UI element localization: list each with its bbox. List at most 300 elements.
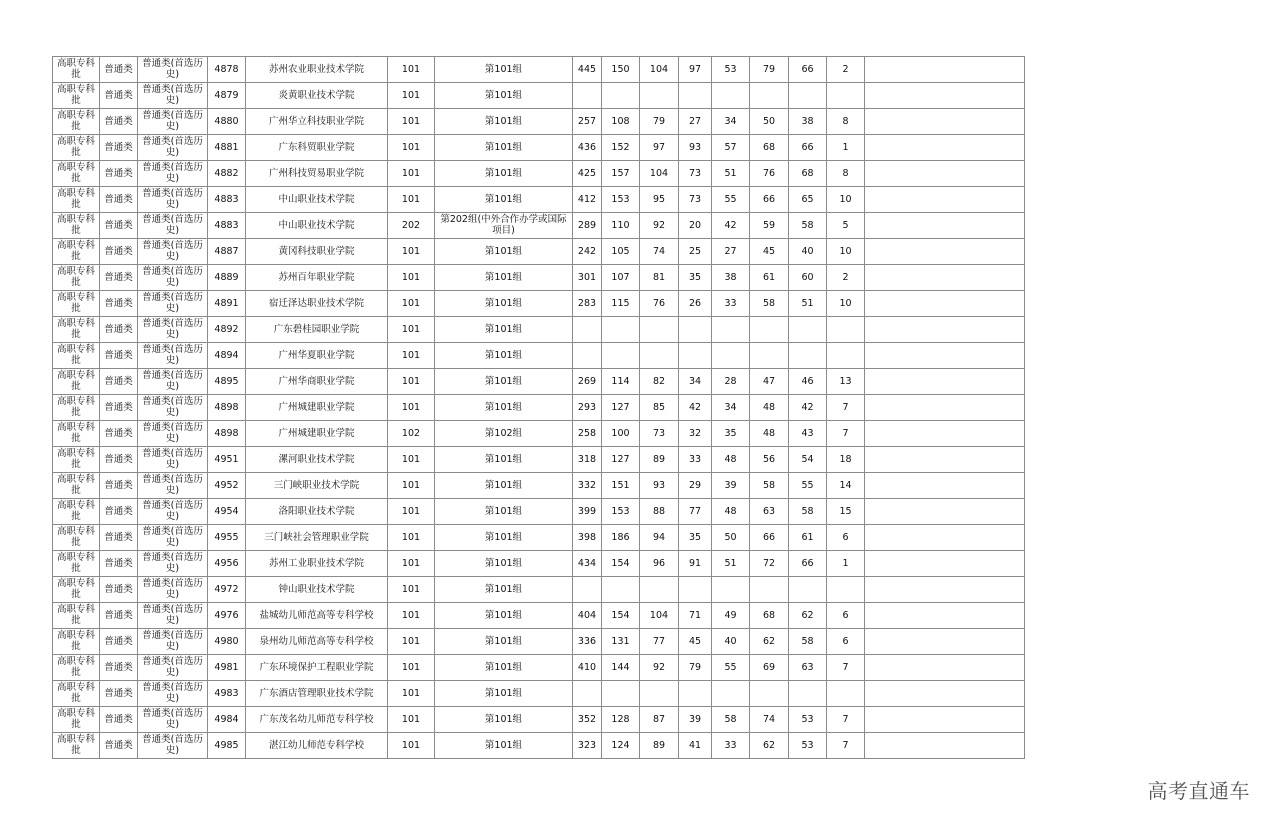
value-cell-6: 60 [789, 265, 827, 291]
batch-cell: 高职专科批 [53, 161, 100, 187]
value-cell-1 [602, 343, 640, 369]
group-name-cell: 第101组 [435, 135, 573, 161]
group-code-cell: 101 [388, 291, 435, 317]
value-cell-6: 66 [789, 57, 827, 83]
value-cell-3 [679, 317, 712, 343]
group-name-cell: 第101组 [435, 577, 573, 603]
group-code-cell: 101 [388, 57, 435, 83]
value-cell-1: 115 [602, 291, 640, 317]
group-code-cell: 101 [388, 135, 435, 161]
value-cell-5: 48 [750, 395, 789, 421]
value-cell-5 [750, 317, 789, 343]
value-cell-5: 62 [750, 733, 789, 759]
category-cell: 普通类 [100, 187, 138, 213]
blank-cell [865, 291, 1025, 317]
subject-type-cell: 普通类(首选历史) [138, 265, 208, 291]
subject-type-cell: 普通类(首选历史) [138, 395, 208, 421]
category-cell: 普通类 [100, 109, 138, 135]
group-code-cell: 101 [388, 525, 435, 551]
batch-cell: 高职专科批 [53, 239, 100, 265]
school-code-cell: 4894 [208, 343, 246, 369]
table-row [53, 369, 1025, 395]
value-cell-3 [679, 83, 712, 109]
group-name-cell: 第101组 [435, 525, 573, 551]
value-cell-6: 38 [789, 109, 827, 135]
category-cell: 普通类 [100, 317, 138, 343]
batch-cell: 高职专科批 [53, 603, 100, 629]
value-cell-4: 51 [712, 161, 750, 187]
value-cell-7: 6 [827, 525, 865, 551]
blank-cell [865, 525, 1025, 551]
category-cell: 普通类 [100, 421, 138, 447]
value-cell-6: 63 [789, 655, 827, 681]
subject-type-cell: 普通类(首选历史) [138, 707, 208, 733]
plan-total-cell: 293 [573, 395, 602, 421]
value-cell-7: 2 [827, 265, 865, 291]
school-name-cell: 广东碧桂园职业学院 [246, 317, 388, 343]
value-cell-2: 92 [640, 655, 679, 681]
value-cell-6: 40 [789, 239, 827, 265]
subject-type-cell: 普通类(首选历史) [138, 135, 208, 161]
value-cell-5: 62 [750, 629, 789, 655]
batch-cell: 高职专科批 [53, 447, 100, 473]
batch-cell: 高职专科批 [53, 109, 100, 135]
plan-total-cell: 332 [573, 473, 602, 499]
value-cell-1: 110 [602, 213, 640, 239]
value-cell-7: 13 [827, 369, 865, 395]
group-code-cell: 101 [388, 655, 435, 681]
subject-type-cell: 普通类(首选历史) [138, 551, 208, 577]
value-cell-4: 42 [712, 213, 750, 239]
group-name-cell: 第101组 [435, 187, 573, 213]
group-code-cell: 101 [388, 109, 435, 135]
table-row [53, 551, 1025, 577]
category-cell: 普通类 [100, 57, 138, 83]
blank-cell [865, 187, 1025, 213]
table-row [53, 499, 1025, 525]
batch-cell: 高职专科批 [53, 525, 100, 551]
value-cell-2: 95 [640, 187, 679, 213]
school-name-cell: 三门峡社会管理职业学院 [246, 525, 388, 551]
value-cell-4: 35 [712, 421, 750, 447]
batch-cell: 高职专科批 [53, 291, 100, 317]
value-cell-5: 79 [750, 57, 789, 83]
group-code-cell: 101 [388, 681, 435, 707]
value-cell-1: 153 [602, 499, 640, 525]
school-code-cell: 4955 [208, 525, 246, 551]
value-cell-7: 8 [827, 109, 865, 135]
value-cell-1: 100 [602, 421, 640, 447]
value-cell-5: 59 [750, 213, 789, 239]
value-cell-4 [712, 83, 750, 109]
school-code-cell: 4879 [208, 83, 246, 109]
value-cell-1: 157 [602, 161, 640, 187]
table-row [53, 525, 1025, 551]
value-cell-2: 82 [640, 369, 679, 395]
value-cell-3: 25 [679, 239, 712, 265]
school-code-cell: 4954 [208, 499, 246, 525]
value-cell-6: 58 [789, 629, 827, 655]
school-name-cell: 漯河职业技术学院 [246, 447, 388, 473]
blank-cell [865, 733, 1025, 759]
table-row [53, 161, 1025, 187]
school-code-cell: 4956 [208, 551, 246, 577]
group-name-cell: 第101组 [435, 57, 573, 83]
plan-total-cell [573, 83, 602, 109]
value-cell-6: 58 [789, 499, 827, 525]
plan-total-cell: 410 [573, 655, 602, 681]
value-cell-4 [712, 577, 750, 603]
subject-type-cell: 普通类(首选历史) [138, 109, 208, 135]
value-cell-6: 66 [789, 135, 827, 161]
school-name-cell: 广州华夏职业学院 [246, 343, 388, 369]
value-cell-1: 114 [602, 369, 640, 395]
group-code-cell: 101 [388, 473, 435, 499]
value-cell-2: 104 [640, 161, 679, 187]
group-code-cell: 101 [388, 707, 435, 733]
value-cell-2: 89 [640, 447, 679, 473]
plan-total-cell: 404 [573, 603, 602, 629]
batch-cell: 高职专科批 [53, 83, 100, 109]
batch-cell: 高职专科批 [53, 187, 100, 213]
value-cell-2: 96 [640, 551, 679, 577]
school-code-cell: 4880 [208, 109, 246, 135]
value-cell-7: 7 [827, 655, 865, 681]
plan-total-cell: 412 [573, 187, 602, 213]
value-cell-4: 33 [712, 733, 750, 759]
category-cell: 普通类 [100, 447, 138, 473]
table-row [53, 57, 1025, 83]
group-code-cell: 101 [388, 239, 435, 265]
value-cell-3: 34 [679, 369, 712, 395]
group-name-cell: 第101组 [435, 395, 573, 421]
blank-cell [865, 577, 1025, 603]
school-code-cell: 4951 [208, 447, 246, 473]
value-cell-7: 1 [827, 551, 865, 577]
blank-cell [865, 343, 1025, 369]
value-cell-3: 73 [679, 161, 712, 187]
blank-cell [865, 109, 1025, 135]
category-cell: 普通类 [100, 603, 138, 629]
school-code-cell: 4980 [208, 629, 246, 655]
school-name-cell: 湛江幼儿师范专科学校 [246, 733, 388, 759]
value-cell-6 [789, 577, 827, 603]
group-name-cell: 第101组 [435, 343, 573, 369]
value-cell-5: 48 [750, 421, 789, 447]
value-cell-7: 10 [827, 291, 865, 317]
plan-total-cell: 289 [573, 213, 602, 239]
plan-total-cell: 336 [573, 629, 602, 655]
value-cell-2: 88 [640, 499, 679, 525]
subject-type-cell: 普通类(首选历史) [138, 317, 208, 343]
group-name-cell: 第101组 [435, 629, 573, 655]
subject-type-cell: 普通类(首选历史) [138, 655, 208, 681]
value-cell-4: 34 [712, 109, 750, 135]
value-cell-3: 73 [679, 187, 712, 213]
blank-cell [865, 681, 1025, 707]
value-cell-7: 15 [827, 499, 865, 525]
table-row [53, 135, 1025, 161]
school-code-cell: 4898 [208, 395, 246, 421]
value-cell-1: 127 [602, 395, 640, 421]
subject-type-cell: 普通类(首选历史) [138, 421, 208, 447]
value-cell-1: 152 [602, 135, 640, 161]
category-cell: 普通类 [100, 577, 138, 603]
value-cell-5: 50 [750, 109, 789, 135]
value-cell-7: 2 [827, 57, 865, 83]
value-cell-3 [679, 343, 712, 369]
plan-total-cell [573, 317, 602, 343]
value-cell-2 [640, 577, 679, 603]
value-cell-2: 104 [640, 603, 679, 629]
value-cell-6: 43 [789, 421, 827, 447]
group-code-cell: 101 [388, 317, 435, 343]
school-name-cell: 广东科贸职业学院 [246, 135, 388, 161]
value-cell-2: 87 [640, 707, 679, 733]
batch-cell: 高职专科批 [53, 57, 100, 83]
subject-type-cell: 普通类(首选历史) [138, 57, 208, 83]
value-cell-4: 50 [712, 525, 750, 551]
value-cell-3: 79 [679, 655, 712, 681]
value-cell-6: 61 [789, 525, 827, 551]
subject-type-cell: 普通类(首选历史) [138, 213, 208, 239]
school-name-cell: 炎黄职业技术学院 [246, 83, 388, 109]
value-cell-1: 144 [602, 655, 640, 681]
value-cell-4: 53 [712, 57, 750, 83]
group-name-cell: 第101组 [435, 681, 573, 707]
value-cell-5: 66 [750, 187, 789, 213]
group-name-cell: 第101组 [435, 83, 573, 109]
value-cell-4: 28 [712, 369, 750, 395]
value-cell-4: 48 [712, 447, 750, 473]
batch-cell: 高职专科批 [53, 629, 100, 655]
blank-cell [865, 83, 1025, 109]
value-cell-6 [789, 343, 827, 369]
table-row [53, 707, 1025, 733]
value-cell-7: 7 [827, 733, 865, 759]
value-cell-4 [712, 317, 750, 343]
value-cell-4: 55 [712, 187, 750, 213]
value-cell-7: 7 [827, 421, 865, 447]
plan-total-cell: 269 [573, 369, 602, 395]
value-cell-1 [602, 317, 640, 343]
value-cell-2: 85 [640, 395, 679, 421]
table-row [53, 447, 1025, 473]
subject-type-cell: 普通类(首选历史) [138, 369, 208, 395]
category-cell: 普通类 [100, 473, 138, 499]
group-name-cell: 第101组 [435, 655, 573, 681]
plan-total-cell [573, 343, 602, 369]
value-cell-1: 153 [602, 187, 640, 213]
group-code-cell: 101 [388, 369, 435, 395]
subject-type-cell: 普通类(首选历史) [138, 577, 208, 603]
subject-type-cell: 普通类(首选历史) [138, 681, 208, 707]
category-cell: 普通类 [100, 681, 138, 707]
value-cell-2: 93 [640, 473, 679, 499]
table-row [53, 213, 1025, 239]
value-cell-2: 79 [640, 109, 679, 135]
group-code-cell: 101 [388, 161, 435, 187]
category-cell: 普通类 [100, 655, 138, 681]
category-cell: 普通类 [100, 239, 138, 265]
table-row [53, 473, 1025, 499]
value-cell-2 [640, 681, 679, 707]
category-cell: 普通类 [100, 161, 138, 187]
school-name-cell: 中山职业技术学院 [246, 213, 388, 239]
school-name-cell: 盐城幼儿师范高等专科学校 [246, 603, 388, 629]
value-cell-6: 55 [789, 473, 827, 499]
table-row [53, 239, 1025, 265]
batch-cell: 高职专科批 [53, 395, 100, 421]
group-name-cell: 第101组 [435, 265, 573, 291]
category-cell: 普通类 [100, 291, 138, 317]
value-cell-2 [640, 343, 679, 369]
value-cell-5 [750, 577, 789, 603]
blank-cell [865, 655, 1025, 681]
batch-cell: 高职专科批 [53, 733, 100, 759]
subject-type-cell: 普通类(首选历史) [138, 525, 208, 551]
batch-cell: 高职专科批 [53, 473, 100, 499]
value-cell-1 [602, 83, 640, 109]
table-row [53, 577, 1025, 603]
value-cell-3: 45 [679, 629, 712, 655]
school-code-cell: 4883 [208, 187, 246, 213]
value-cell-3: 35 [679, 525, 712, 551]
school-code-cell: 4981 [208, 655, 246, 681]
group-code-cell: 101 [388, 83, 435, 109]
value-cell-1: 131 [602, 629, 640, 655]
subject-type-cell: 普通类(首选历史) [138, 447, 208, 473]
table-row [53, 109, 1025, 135]
group-name-cell: 第101组 [435, 369, 573, 395]
category-cell: 普通类 [100, 707, 138, 733]
plan-total-cell: 436 [573, 135, 602, 161]
value-cell-3: 97 [679, 57, 712, 83]
blank-cell [865, 447, 1025, 473]
plan-total-cell: 257 [573, 109, 602, 135]
group-name-cell: 第101组 [435, 239, 573, 265]
blank-cell [865, 135, 1025, 161]
table-row [53, 395, 1025, 421]
blank-cell [865, 213, 1025, 239]
value-cell-3: 27 [679, 109, 712, 135]
school-code-cell: 4983 [208, 681, 246, 707]
value-cell-6: 54 [789, 447, 827, 473]
batch-cell: 高职专科批 [53, 551, 100, 577]
value-cell-5: 47 [750, 369, 789, 395]
table-row [53, 83, 1025, 109]
value-cell-4: 38 [712, 265, 750, 291]
value-cell-7: 10 [827, 239, 865, 265]
value-cell-4: 58 [712, 707, 750, 733]
school-code-cell: 4984 [208, 707, 246, 733]
subject-type-cell: 普通类(首选历史) [138, 629, 208, 655]
school-code-cell: 4972 [208, 577, 246, 603]
value-cell-1: 127 [602, 447, 640, 473]
value-cell-3: 77 [679, 499, 712, 525]
group-name-cell: 第101组 [435, 603, 573, 629]
watermark-text: 高考直通车 [1147, 779, 1250, 803]
blank-cell [865, 317, 1025, 343]
subject-type-cell: 普通类(首选历史) [138, 291, 208, 317]
batch-cell: 高职专科批 [53, 681, 100, 707]
value-cell-2: 74 [640, 239, 679, 265]
value-cell-1: 151 [602, 473, 640, 499]
value-cell-7: 7 [827, 395, 865, 421]
school-name-cell: 广州华商职业学院 [246, 369, 388, 395]
value-cell-6: 53 [789, 733, 827, 759]
category-cell: 普通类 [100, 395, 138, 421]
blank-cell [865, 551, 1025, 577]
plan-total-cell: 301 [573, 265, 602, 291]
subject-type-cell: 普通类(首选历史) [138, 603, 208, 629]
value-cell-6: 51 [789, 291, 827, 317]
value-cell-6: 62 [789, 603, 827, 629]
value-cell-1: 186 [602, 525, 640, 551]
value-cell-3: 26 [679, 291, 712, 317]
value-cell-6: 42 [789, 395, 827, 421]
value-cell-1: 154 [602, 551, 640, 577]
subject-type-cell: 普通类(首选历史) [138, 161, 208, 187]
value-cell-5 [750, 681, 789, 707]
group-name-cell: 第101组 [435, 473, 573, 499]
school-name-cell: 泉州幼儿师范高等专科学校 [246, 629, 388, 655]
school-code-cell: 4891 [208, 291, 246, 317]
blank-cell [865, 239, 1025, 265]
group-name-cell: 第101组 [435, 291, 573, 317]
value-cell-6: 68 [789, 161, 827, 187]
value-cell-5: 68 [750, 135, 789, 161]
table-body [53, 57, 1025, 759]
blank-cell [865, 265, 1025, 291]
table-row [53, 187, 1025, 213]
batch-cell: 高职专科批 [53, 213, 100, 239]
group-code-cell: 101 [388, 629, 435, 655]
batch-cell: 高职专科批 [53, 369, 100, 395]
value-cell-2: 81 [640, 265, 679, 291]
value-cell-6: 65 [789, 187, 827, 213]
table-row [53, 265, 1025, 291]
value-cell-5: 61 [750, 265, 789, 291]
value-cell-3 [679, 681, 712, 707]
group-name-cell: 第102组 [435, 421, 573, 447]
school-code-cell: 4892 [208, 317, 246, 343]
school-code-cell: 4881 [208, 135, 246, 161]
school-name-cell: 苏州百年职业学院 [246, 265, 388, 291]
value-cell-5: 58 [750, 291, 789, 317]
value-cell-7: 14 [827, 473, 865, 499]
value-cell-5: 63 [750, 499, 789, 525]
value-cell-1: 154 [602, 603, 640, 629]
category-cell: 普通类 [100, 135, 138, 161]
batch-cell: 高职专科批 [53, 317, 100, 343]
value-cell-1: 124 [602, 733, 640, 759]
category-cell: 普通类 [100, 213, 138, 239]
value-cell-7: 8 [827, 161, 865, 187]
value-cell-3: 20 [679, 213, 712, 239]
value-cell-7: 18 [827, 447, 865, 473]
group-name-cell: 第101组 [435, 161, 573, 187]
batch-cell: 高职专科批 [53, 707, 100, 733]
subject-type-cell: 普通类(首选历史) [138, 343, 208, 369]
category-cell: 普通类 [100, 343, 138, 369]
subject-type-cell: 普通类(首选历史) [138, 239, 208, 265]
value-cell-1 [602, 577, 640, 603]
group-name-cell: 第101组 [435, 551, 573, 577]
group-name-cell: 第101组 [435, 109, 573, 135]
school-code-cell: 4878 [208, 57, 246, 83]
value-cell-5 [750, 343, 789, 369]
